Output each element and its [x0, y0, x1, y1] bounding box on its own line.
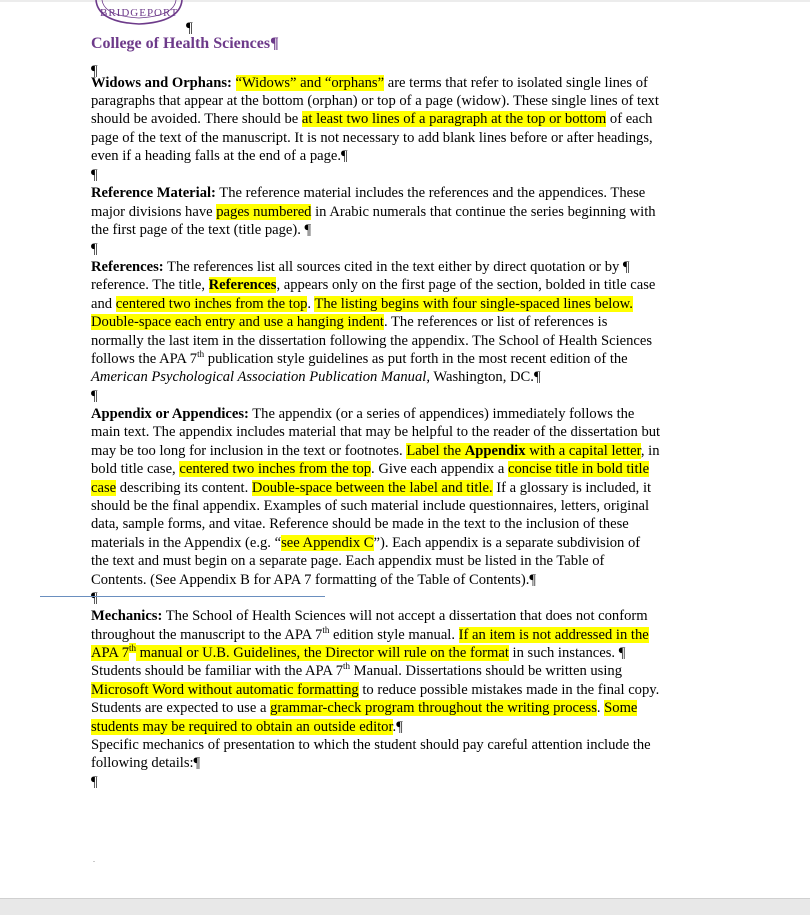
text-run: ¶: [91, 388, 98, 404]
text-run: ¶: [91, 63, 98, 79]
text-run: The appendix (or a series of appendices) immediately follows the: [248, 406, 635, 422]
text-line: [91, 387, 98, 405]
text-line: [91, 534, 640, 552]
text-run: . Give each appendix a: [371, 461, 509, 477]
text-run: ¶: [91, 590, 98, 606]
text-line: [91, 754, 200, 772]
text-run: .: [596, 700, 605, 716]
text-line: [91, 184, 645, 202]
bold-text: References:: [91, 259, 164, 275]
text-run: Students should be familiar with the APA 7: [91, 663, 344, 679]
highlighted-text: Some: [604, 700, 638, 716]
highlighted-text: Double-space each entry and use a hanging indent: [91, 314, 384, 330]
text-run: Students are expected to use a: [91, 700, 271, 716]
text-run: ¶: [91, 241, 98, 257]
text-run: [232, 75, 236, 91]
text-run: and: [91, 296, 116, 312]
header-pilcrow: ¶: [186, 20, 193, 36]
text-run: data, sample forms, and vitae. Reference should be made in the text to the inclusion of these: [91, 516, 629, 532]
bold-text: Widows and Orphans:: [91, 75, 232, 91]
highlighted-text: “Widows” and “orphans”: [235, 75, 385, 91]
text-run: The reference material includes the references and the appendices. These: [215, 185, 646, 201]
highlighted-text: Appendix: [464, 443, 526, 459]
text-run: reference. The title,: [91, 277, 209, 293]
text-run: publication style guidelines as put forth in the most recent edition of the: [204, 351, 628, 367]
text-run: the first page of the text (title page). ¶: [91, 222, 312, 238]
text-line: [91, 350, 628, 368]
text-run: th: [322, 625, 330, 636]
text-line: [91, 515, 629, 533]
bold-text: Mechanics:: [91, 608, 163, 624]
highlighted-text: centered two inches from the top: [179, 461, 372, 477]
text-run: edition style manual.: [329, 627, 459, 643]
text-run: th: [197, 349, 205, 360]
text-line: [91, 166, 98, 184]
text-run: page of the text of the manuscript. It is not necessary to add blank lines before or after headings,: [91, 130, 653, 146]
text-line: [91, 571, 536, 589]
text-run: The School of Health Sciences will not accept a dissertation that does not conform: [162, 608, 648, 624]
text-run: , appears only on the first page of the section, bolded in title case: [276, 277, 656, 293]
text-run: The references list all sources cited in the text either by direct quotation or by ¶: [163, 259, 630, 275]
text-run: throughout the manuscript to the APA 7: [91, 627, 323, 643]
text-line: [91, 681, 659, 699]
highlighted-text: Microsoft Word without automatic formatting: [91, 682, 359, 698]
bold-text: Appendix or Appendices:: [91, 406, 249, 422]
highlighted-text: concise title in bold title: [508, 461, 650, 477]
text-run: ¶: [91, 774, 98, 790]
text-run: even if a heading falls at the end of a page.¶: [91, 148, 348, 164]
text-line: [91, 460, 649, 478]
text-line: [91, 718, 403, 736]
text-line: [91, 313, 607, 331]
text-run: describing its content.: [116, 480, 252, 496]
text-line: [91, 423, 660, 441]
text-run: normally the last item in the dissertation following the appendix. The School of Health Sciences: [91, 333, 653, 349]
highlighted-text: at least two lines of a paragraph at the top or bottom: [301, 111, 607, 127]
text-run: ”). Each appendix is a separate subdivision of: [373, 535, 641, 551]
text-run: main text. The appendix includes material that may be helpful to the reader of the dissertation but: [91, 424, 661, 440]
highlighted-text: manual or U.B. Guidelines, the Director will rule on the format: [136, 645, 509, 661]
text-line: [91, 147, 348, 165]
text-run: follows the APA 7: [91, 351, 198, 367]
text-run: . The references or list of references is: [383, 314, 608, 330]
text-run: should be avoided. There should be: [91, 111, 302, 127]
logo-text: BRIDGEPORT: [100, 7, 179, 19]
highlighted-text: see Appendix C: [281, 535, 374, 551]
highlighted-text: students may be required to obtain an outside editor: [91, 719, 393, 735]
text-run: in such instances. ¶: [508, 645, 626, 661]
section-break-line: [40, 596, 325, 597]
text-line: [91, 92, 659, 110]
text-line: [91, 626, 649, 644]
text-line: [91, 552, 604, 570]
highlighted-text: grammar-check program throughout the writing process: [270, 700, 597, 716]
text-run: materials in the Appendix (e.g. “: [91, 535, 282, 551]
text-run: American Psychological Association Publication Manual,: [91, 369, 430, 385]
text-line: [91, 74, 648, 92]
text-run: bold title case,: [91, 461, 180, 477]
text-line: [91, 607, 648, 625]
text-run: following details:¶: [91, 755, 201, 771]
text-line: [91, 405, 634, 423]
highlighted-text: th: [129, 643, 137, 654]
highlighted-text: case: [91, 480, 117, 496]
horizontal-scrollbar[interactable]: [0, 898, 810, 915]
text-line: [91, 497, 649, 515]
text-line: [91, 589, 98, 607]
highlighted-text: APA 7: [91, 645, 129, 661]
text-line: [91, 221, 311, 239]
text-run: .¶: [392, 719, 403, 735]
highlighted-text: with a capital letter: [525, 443, 641, 459]
text-run: .: [307, 296, 315, 312]
text-run: , in: [640, 443, 660, 459]
text-line: [91, 110, 652, 128]
text-line: [91, 276, 655, 294]
text-run: paragraphs that appear at the bottom (orphan) or top of a page (widow). These single lines of text: [91, 93, 659, 109]
text-run: Washington, DC.¶: [429, 369, 541, 385]
text-run: If a glossary is included, it: [492, 480, 652, 496]
text-line: [91, 699, 637, 717]
text-line: [91, 129, 653, 147]
text-run: Specific mechanics of presentation to which the student should pay careful attention include the: [91, 737, 651, 753]
highlighted-text: pages numbered: [216, 204, 312, 220]
text-run: of each: [606, 111, 653, 127]
text-line: [91, 442, 660, 460]
text-run: Contents. (See Appendix B for APA 7 formatting of the Table of Contents).¶: [91, 572, 536, 588]
text-line: [91, 332, 652, 350]
text-run: should be the final appendix. Examples of such material include questionnaires, letters, original: [91, 498, 650, 514]
highlighted-text: The listing begins with four single-spaced lines below.: [314, 296, 633, 312]
highlighted-text: Label the: [406, 443, 465, 459]
highlighted-text: If an item is not addressed in the: [458, 627, 649, 643]
text-line: [91, 258, 630, 276]
highlighted-text: centered two inches from the top: [115, 296, 308, 312]
college-heading: College of Health Sciences¶: [91, 35, 279, 52]
stray-mark: .: [93, 855, 95, 864]
text-run: th: [343, 661, 351, 672]
bold-text: Reference Material:: [91, 185, 216, 201]
text-line: [91, 240, 98, 258]
text-line: [91, 644, 625, 662]
text-line: [91, 203, 656, 221]
text-run: major divisions have: [91, 204, 217, 220]
text-line: [91, 295, 633, 313]
text-run: in Arabic numerals that continue the series beginning with: [311, 204, 656, 220]
highlighted-text: Double-space between the label and title.: [251, 480, 493, 496]
text-run: ¶: [91, 167, 98, 183]
text-run: to reduce possible mistakes made in the final copy.: [358, 682, 660, 698]
text-run: the text and must begin on a separate page. Each appendix must be listed in the Table of: [91, 553, 605, 569]
university-seal-logo: [92, 0, 186, 26]
text-line: [91, 368, 541, 386]
text-line: [91, 662, 622, 680]
text-run: Manual. Dissertations should be written using: [350, 663, 623, 679]
text-line: [91, 773, 98, 791]
text-run: are terms that refer to isolated single lines of: [384, 75, 648, 91]
highlighted-text: References: [208, 277, 277, 293]
text-run: may be too long for inclusion in the text or footnotes.: [91, 443, 407, 459]
text-line: [91, 479, 651, 497]
text-line: [91, 736, 651, 754]
